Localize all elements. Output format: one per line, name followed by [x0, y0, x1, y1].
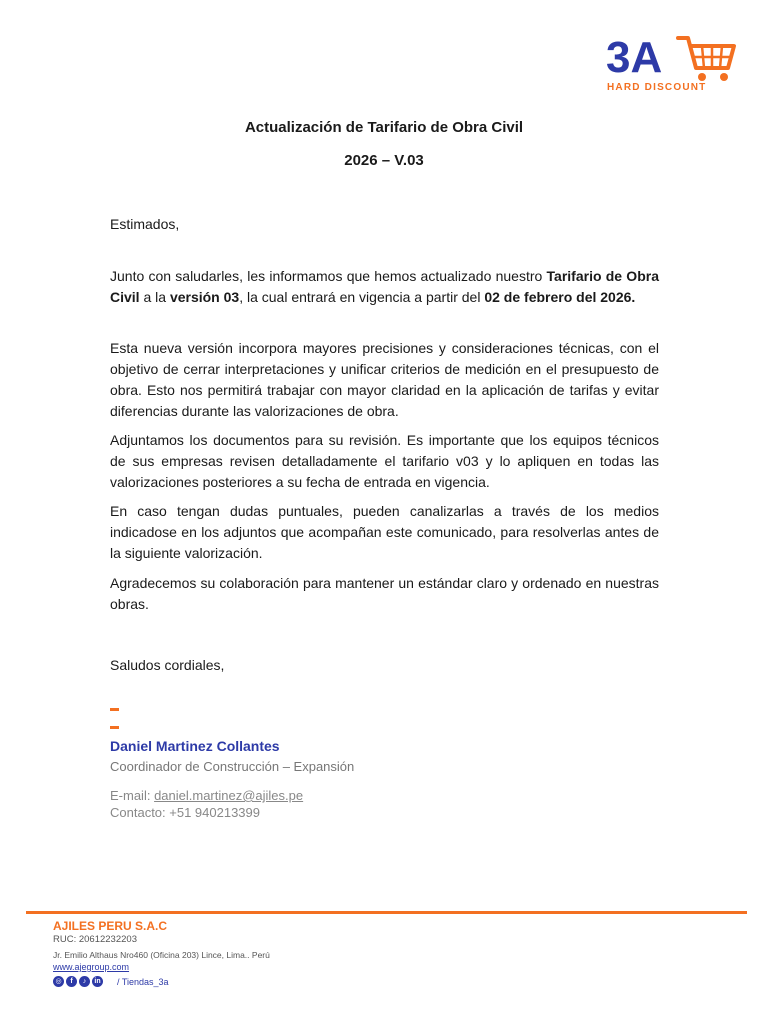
closing: Saludos cordiales,	[110, 657, 225, 673]
signature-name: Daniel Martinez Collantes	[110, 738, 280, 754]
social-handle: / Tiendas_3a	[117, 976, 169, 987]
signature-divider	[110, 698, 131, 702]
email-link[interactable]: daniel.martinez@ajiles.pe	[154, 788, 304, 803]
intro-paragraph: Junto con saludarles, les informamos que hemos actualizado nuestro Tarifario de Obra Civil a la versión 03, la cual entrará en vigencia a partir del 02 de febrero del 2026.	[110, 268, 659, 305]
facebook-icon[interactable]: f	[66, 976, 77, 987]
paragraph-1: Esta nueva versión incorpora mayores precisiones y consideraciones técnicas, con el objetivo de cerrar interpretaciones y unificar criterios de medición en el presupuesto de obra. Esto nos permitirá trabajar con mayor claridad en la aplicación de tarifas y evitar diferencias durante las valorizaciones de obra.	[110, 340, 659, 419]
footer-divider	[26, 911, 747, 914]
company-logo	[604, 30, 738, 96]
paragraph-4: Agradecemos su colaboración para mantener un estándar claro y ordenado en nuestras obras.	[110, 575, 659, 612]
footer-website-link[interactable]: www.ajegroup.com	[53, 962, 130, 972]
logo-mark: 3A	[606, 33, 663, 82]
footer-company: AJILES PERU S.A.C	[53, 919, 168, 933]
greeting: Estimados,	[110, 216, 180, 232]
signature-role: Coordinador de Construcción – Expansión	[110, 759, 355, 774]
footer-ruc: RUC: 20612232203	[53, 934, 137, 945]
footer-address: Jr. Emilio Althaus Nro460 (Oficina 203) Lince, Lima.. Perú	[53, 950, 270, 960]
paragraph-3: En caso tengan dudas puntuales, pueden canalizarlas a través de los medios indicadose en los adjuntos que acompañan este comunicado, para resolverlas antes de la siguiente valorización.	[110, 503, 659, 561]
paragraph-2: Adjuntamos los documentos para su revisión. Es importante que los equipos técnicos de sus empresas revisen detalladamente el tarifario v03 y lo apliquen en todas las valorizaciones posteriores a su fecha de entrada en vigencia.	[110, 432, 659, 490]
signature-contact: Contacto: +51 940213399	[110, 805, 260, 820]
tiktok-icon[interactable]: ♪	[79, 976, 90, 987]
instagram-icon[interactable]: ◎	[53, 976, 64, 987]
shopping-cart-icon	[678, 38, 734, 68]
linkedin-icon[interactable]: in	[92, 976, 103, 987]
document-title: Actualización de Tarifario de Obra Civil	[244, 119, 524, 136]
document-version: 2026 – V.03	[344, 152, 424, 169]
signature-email: E-mail: daniel.martinez@ajiles.pe	[110, 788, 304, 803]
logo-tagline: HARD DISCOUNT	[607, 82, 707, 93]
footer-social	[53, 976, 169, 987]
